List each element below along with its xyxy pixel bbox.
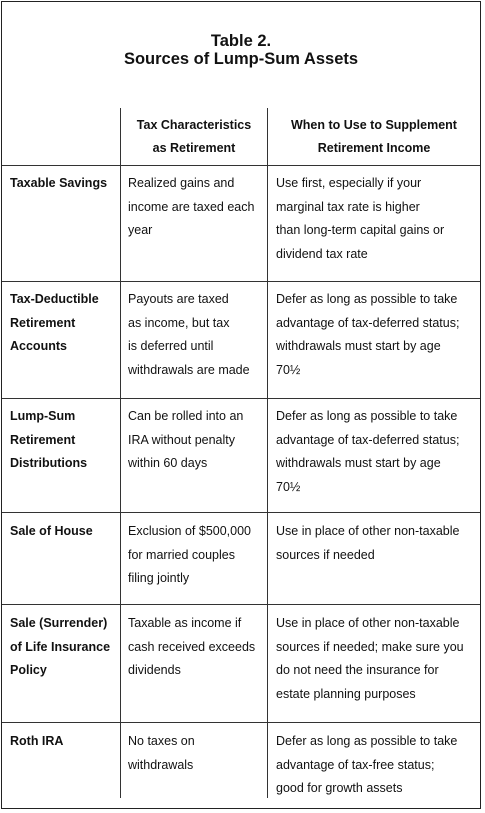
- row-source: Sale (Surrender) of Life Insurance Policy: [10, 616, 111, 677]
- row-when-to-use: Defer as long as possible to take advantage of tax-deferred status; withdrawals must start by age 70½: [276, 409, 460, 494]
- row-characteristics: Can be rolled into an IRA without penalty within 60 days: [128, 409, 244, 470]
- header-when-to-use: [268, 114, 480, 160]
- row-when-to-use: Defer as long as possible to take advantage of tax-deferred status; withdrawals must start by age 70½: [276, 292, 460, 377]
- table-frame: [1, 1, 481, 809]
- header-tax-characteristics: [121, 114, 267, 160]
- column-divider-1: [120, 108, 121, 798]
- row-divider: [2, 398, 480, 399]
- row-source: Sale of House: [10, 524, 93, 538]
- table-title-line-1: Table 2.: [210, 32, 272, 50]
- row-characteristics: No taxes on withdrawals: [128, 734, 195, 772]
- row-characteristics: Taxable as income if cash received exceeds dividends: [128, 616, 256, 677]
- row-when-to-use: Use in place of other non-taxable sources if needed; make sure you do not need the insurance for estate planning purposes: [276, 616, 464, 701]
- row-when-to-use: Use in place of other non-taxable sources if needed: [276, 524, 460, 562]
- row-divider: [2, 722, 480, 723]
- row-characteristics: Realized gains and income are taxed each year: [128, 176, 255, 237]
- row-source: Taxable Savings: [10, 176, 108, 190]
- row-divider: [2, 281, 480, 282]
- header-line: Tax Characteristics as Retirement: [136, 118, 252, 155]
- row-divider: [2, 165, 480, 166]
- table-title: [2, 32, 480, 68]
- row-divider: [2, 512, 480, 513]
- column-divider-2: [267, 108, 268, 798]
- row-when-to-use: Defer as long as possible to take advantage of tax-free status; good for growth assets: [276, 734, 458, 795]
- row-characteristics: Exclusion of $500,000 for married couples filing jointly: [128, 524, 252, 585]
- table-title-line-2: Sources of Lump-Sum Assets: [123, 50, 359, 68]
- row-characteristics: Payouts are taxed as income, but tax is deferred until withdrawals are made: [128, 292, 250, 377]
- header-line: When to Use to Supplement Retirement Income: [291, 118, 457, 155]
- row-divider: [2, 604, 480, 605]
- row-source: Roth IRA: [10, 734, 64, 748]
- row-source: Tax-Deductible Retirement Accounts: [10, 292, 99, 353]
- row-source: Lump-Sum Retirement Distributions: [10, 409, 88, 470]
- row-when-to-use: Use first, especially if your marginal tax rate is higher than long-term capital gains or dividend tax rate: [276, 176, 445, 261]
